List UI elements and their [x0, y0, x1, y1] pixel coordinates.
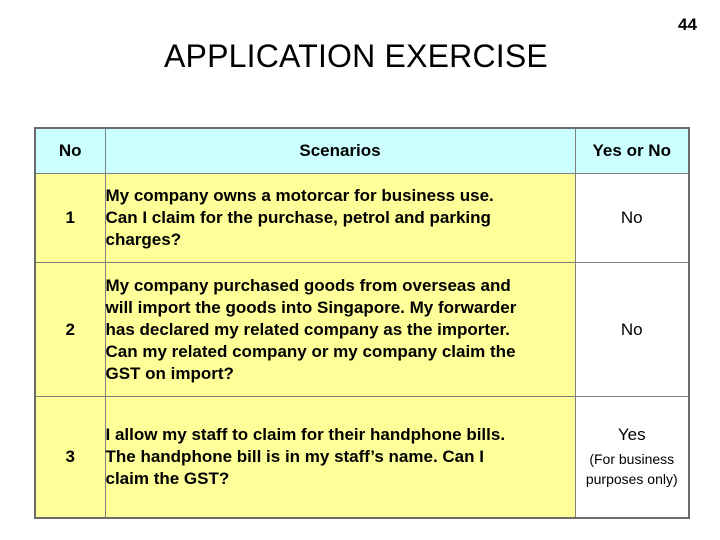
answer-cell: [575, 174, 689, 263]
table-header-row: [35, 128, 689, 174]
scenario-line: Can my related company or my company claim the: [105, 341, 516, 361]
scenario-text: [105, 174, 575, 263]
answer-note: [576, 449, 689, 489]
scenario-line: My company owns a motorcar for business use.: [105, 186, 494, 205]
exercise-table: [34, 127, 690, 519]
scenario-line: I allow my staff to claim for their handphone bills.: [105, 424, 506, 444]
answer-note-line: (For business: [589, 450, 675, 467]
scenario-line: has declared my related company as the importer.: [105, 319, 510, 339]
scenario-line: GST on import?: [105, 363, 234, 383]
page-number: 44: [678, 15, 697, 34]
row-number: 2: [35, 263, 105, 397]
table-row: [35, 263, 689, 397]
scenario-line: Can I claim for the purchase, petrol and parking: [105, 208, 491, 227]
row-number: 3: [35, 397, 105, 518]
answer-cell: [575, 397, 689, 518]
answer-note-line: purposes only): [585, 470, 678, 487]
scenario-line: claim the GST?: [105, 468, 230, 488]
answer-text: No: [620, 208, 643, 227]
table-row: [35, 174, 689, 263]
scenario-line: will import the goods into Singapore. My forwarder: [105, 297, 517, 317]
slide-title: APPLICATION EXERCISE: [164, 38, 548, 74]
table-row: [35, 397, 689, 518]
answer-cell: [575, 263, 689, 397]
header-scenarios: Scenarios: [105, 128, 575, 174]
answer-text: Yes: [617, 424, 646, 444]
answer-text: No: [620, 319, 643, 339]
row-number: 1: [35, 174, 105, 263]
scenario-line: charges?: [105, 230, 182, 249]
scenario-text: [105, 263, 575, 397]
header-yes-or-no: Yes or No: [575, 128, 689, 174]
scenario-line: The handphone bill is in my staff’s name. Can I: [105, 446, 484, 466]
header-no: No: [35, 128, 105, 174]
scenario-line: My company purchased goods from overseas and: [105, 275, 511, 295]
scenario-text: [105, 397, 575, 518]
